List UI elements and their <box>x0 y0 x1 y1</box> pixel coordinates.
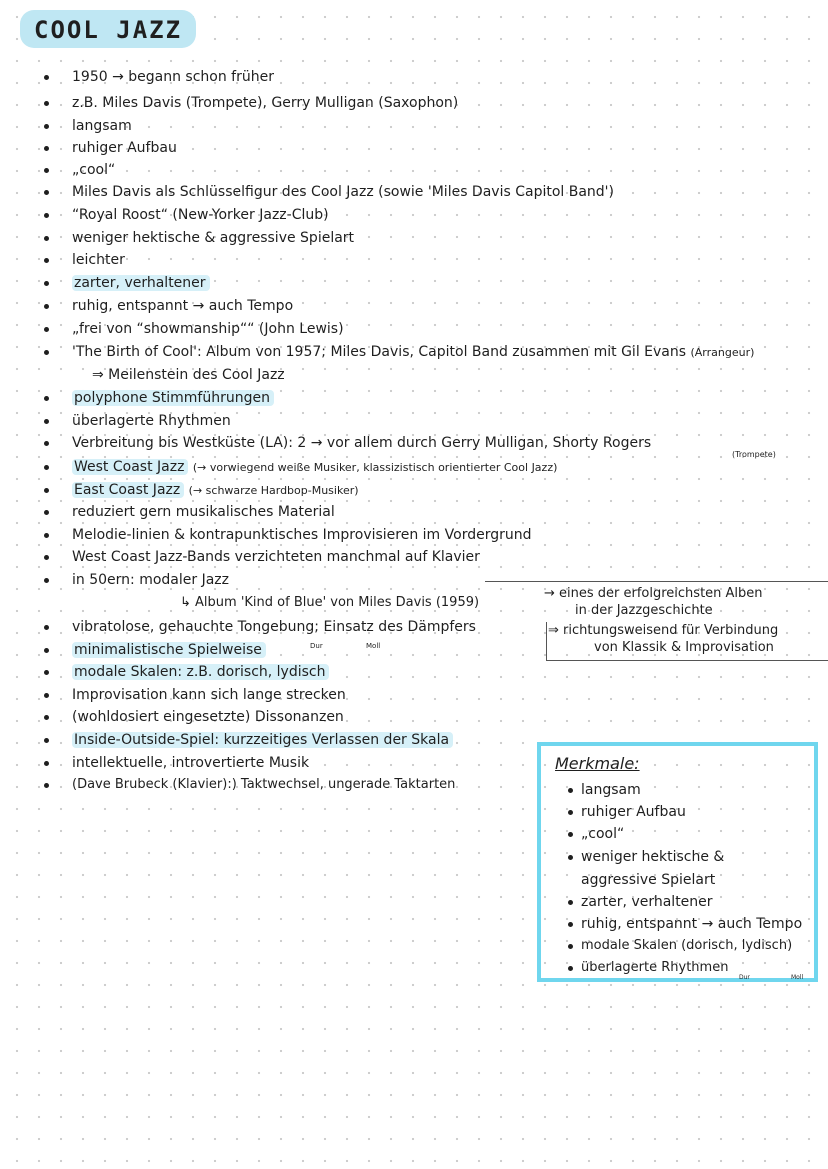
note-line: “Royal Roost“ (New-Yorker Jazz-Club) <box>72 204 329 226</box>
note-subline: ↳ Album 'Kind of Blue' von Miles Davis (1959) <box>180 595 480 610</box>
bullet-icon <box>568 788 573 793</box>
side-note: ⇒ richtungsweisend für Verbindung <box>548 623 779 638</box>
bullet-icon <box>44 327 49 332</box>
bullet-icon <box>568 966 573 971</box>
bullet-icon <box>44 124 49 129</box>
box-item-continued: aggressive Spielart <box>581 872 716 888</box>
bullet-icon <box>44 258 49 263</box>
note-line-highlighted: modale Skalen: z.B. dorisch, lydisch <box>72 661 329 683</box>
bullet-icon <box>44 648 49 653</box>
box-item: langsam <box>581 779 641 801</box>
bullet-icon <box>44 510 49 515</box>
bullet-icon <box>44 488 49 493</box>
note-line: reduziert gern musikalisches Material <box>72 501 335 523</box>
box-item: weniger hektische & <box>581 846 724 868</box>
bullet-icon <box>44 281 49 286</box>
note-line-highlighted: polyphone Stimmführungen <box>72 387 274 409</box>
bullet-icon <box>44 101 49 106</box>
bullet-icon <box>568 832 573 837</box>
bullet-icon <box>44 190 49 195</box>
bullet-icon <box>44 738 49 743</box>
note-line: Melodie-linien & kontrapunktisches Improvisieren im Vordergrund <box>72 524 532 546</box>
note-line: leichter <box>72 249 125 271</box>
side-note: in der Jazzgeschichte <box>575 603 713 618</box>
page-title: COOL JAZZ <box>20 10 196 48</box>
bullet-icon <box>44 693 49 698</box>
bullet-icon <box>44 396 49 401</box>
note-line: (Dave Brubeck (Klavier):) Taktwechsel, ungerade Taktarten <box>72 774 455 796</box>
bullet-icon <box>44 578 49 583</box>
bullet-icon <box>44 75 49 80</box>
note-line: (wohldosiert eingesetzte) Dissonanzen <box>72 706 344 728</box>
bullet-icon <box>44 465 49 470</box>
note-line: ruhig, entspannt → auch Tempo <box>72 295 293 317</box>
note-line-highlighted: West Coast Jazz (→ vorwiegend weiße Musiker, klassizistisch orientierter Cool Jazz) <box>72 456 557 478</box>
bullet-icon <box>44 783 49 788</box>
note-line: Improvisation kann sich lange strecken <box>72 684 346 706</box>
note-line-highlighted: East Coast Jazz (→ schwarze Hardbop-Musiker) <box>72 479 359 501</box>
bullet-icon <box>44 533 49 538</box>
bullet-icon <box>44 168 49 173</box>
bullet-icon <box>568 855 573 860</box>
connector-line <box>546 622 547 660</box>
note-line: intellektuelle, introvertierte Musik <box>72 752 309 774</box>
bullet-icon <box>44 715 49 720</box>
box-item: ruhig, entspannt → auch Tempo <box>581 913 802 935</box>
note-line: Miles Davis als Schlüsselfigur des Cool Jazz (sowie 'Miles Davis Capitol Band') <box>72 181 614 203</box>
bullet-icon <box>44 350 49 355</box>
note-line: überlagerte Rhythmen <box>72 410 231 432</box>
bullet-icon <box>568 900 573 905</box>
note-line: in 50ern: modaler Jazz <box>72 569 229 591</box>
note-line: vibratolose, gehauchte Tongebung; Einsatz des Dämpfers <box>72 616 476 638</box>
bullet-icon <box>44 146 49 151</box>
note-line: „cool“ <box>72 159 115 181</box>
note-line: ruhiger Aufbau <box>72 137 177 159</box>
note-line: Verbreitung bis Westküste (LA): 2 → vor allem durch Gerry Mulligan, Shorty Rogers (Trompete) <box>72 432 651 454</box>
side-note: von Klassik & Improvisation <box>594 640 774 655</box>
bullet-icon <box>44 304 49 309</box>
box-item: überlagerte Rhythmen Dur Moll <box>581 957 728 979</box>
box-item: modale Skalen (dorisch, lydisch) <box>581 935 792 957</box>
bullet-icon <box>568 944 573 949</box>
bullet-icon <box>44 670 49 675</box>
note-subline: ⇒ Meilenstein des Cool Jazz <box>92 367 285 383</box>
note-line: „frei von “showmanship““ (John Lewis) <box>72 318 344 340</box>
note-line: 1950 → begann schon früher <box>72 66 274 88</box>
divider-line <box>546 660 828 661</box>
note-line-highlighted: zarter, verhaltener <box>72 272 210 294</box>
bullet-icon <box>44 761 49 766</box>
bullet-icon <box>568 922 573 927</box>
note-line-highlighted: Inside-Outside-Spiel: kurzzeitiges Verlassen der Skala <box>72 729 453 751</box>
box-item: zarter, verhaltener <box>581 891 713 913</box>
bullet-icon <box>44 419 49 424</box>
bullet-icon <box>44 625 49 630</box>
side-note: → eines der erfolgreichsten Alben <box>544 586 763 601</box>
box-item: ruhiger Aufbau <box>581 801 686 823</box>
note-line: West Coast Jazz-Bands verzichteten manchmal auf Klavier <box>72 546 480 568</box>
note-line-highlighted: minimalistische Spielweise Dur Moll <box>72 639 266 661</box>
merkmale-box <box>537 742 818 982</box>
bullet-icon <box>44 441 49 446</box>
bullet-icon <box>44 213 49 218</box>
bullet-icon <box>44 555 49 560</box>
bullet-icon <box>44 236 49 241</box>
divider-line <box>485 581 828 582</box>
box-item: „cool“ <box>581 823 624 845</box>
note-line: weniger hektische & aggressive Spielart <box>72 227 354 249</box>
box-title: Merkmale: <box>555 754 640 773</box>
bullet-icon <box>568 810 573 815</box>
note-line: z.B. Miles Davis (Trompete), Gerry Mulligan (Saxophon) <box>72 92 458 114</box>
note-line: 'The Birth of Cool': Album von 1957; Miles Davis, Capitol Band zusammen mit Gil Evans (Arrangeur) <box>72 341 754 363</box>
note-line: langsam <box>72 115 132 137</box>
